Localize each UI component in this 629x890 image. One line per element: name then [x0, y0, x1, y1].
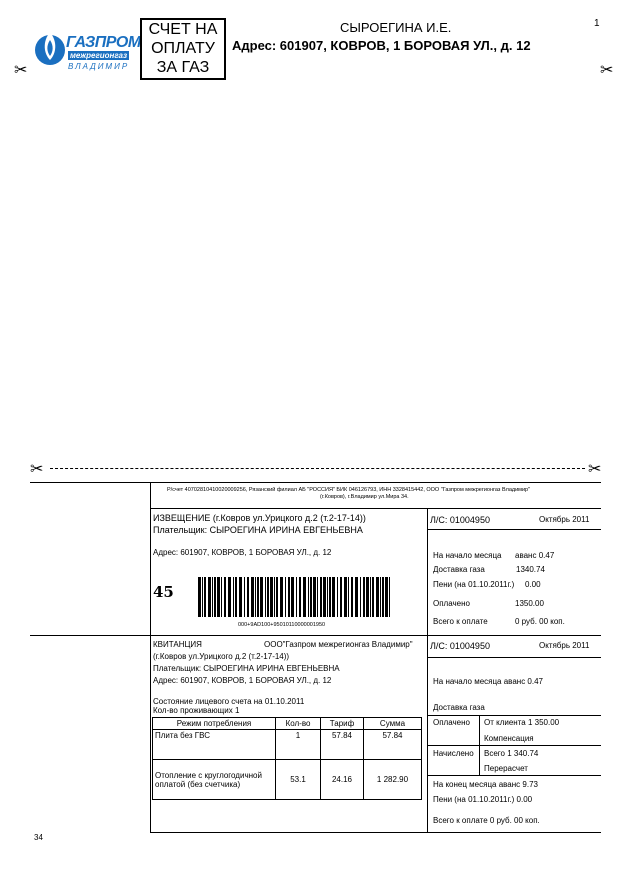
- barcode-bar: [299, 577, 301, 617]
- barcode-bar: [382, 577, 384, 617]
- barcode-bar: [288, 577, 290, 617]
- logo-sub-text: межрегионгаз: [70, 51, 128, 60]
- receipt-charged-total: Всего 1 340.74: [484, 749, 539, 758]
- gazprom-logo: [30, 18, 140, 78]
- barcode-bar: [376, 577, 379, 617]
- bill-title-line: СЧЕТ НА: [148, 21, 218, 38]
- barcode-bar: [270, 577, 273, 617]
- barcode-bar: [235, 577, 237, 617]
- barcode-bar: [310, 577, 312, 617]
- paid-value: 1350.00: [515, 599, 544, 608]
- barcode-bar: [265, 577, 266, 617]
- divider: [427, 657, 601, 658]
- barcode-bar: [317, 577, 318, 617]
- table-cell: Отопление с круглогодичной оплатой (без счетчика): [153, 760, 276, 800]
- scissors-icon: ✂: [14, 62, 28, 79]
- notice-title: ИЗВЕЩЕНИЕ (г.Ковров ул.Урицкого д.2 (т.2-17-14)): [153, 513, 366, 523]
- barcode-bar: [276, 577, 278, 617]
- barcode-bar: [344, 577, 347, 617]
- scissors-icon: ✂: [600, 62, 614, 79]
- notice-payer: Плательщик: СЫРОЕГИНА ИРИНА ЕВГЕНЬЕВНА: [153, 525, 363, 535]
- barcode-bar: [202, 577, 203, 617]
- divider: [150, 508, 601, 509]
- table-row: [153, 730, 422, 760]
- barcode-bar: [233, 577, 234, 617]
- receipt-company: ООО"Газпром межрегионгаз Владимир": [264, 640, 413, 649]
- cut-line: [50, 468, 585, 469]
- barcode-bar: [198, 577, 201, 617]
- barcode-bar: [224, 577, 226, 617]
- barcode-bar: [313, 577, 316, 617]
- gas-delivery-label: Доставка газа: [433, 565, 485, 574]
- table-header: Тариф: [321, 718, 364, 730]
- receipt-start-month: На начало месяца аванс 0.47: [433, 677, 543, 686]
- divider: [150, 482, 151, 832]
- barcode-bar: [251, 577, 254, 617]
- table-cell: 53.1: [276, 760, 321, 800]
- barcode-bar: [320, 577, 322, 617]
- barcode-bar: [360, 577, 361, 617]
- table-row: [153, 760, 422, 800]
- barcode-bar: [244, 577, 245, 617]
- barcode-bar: [228, 577, 231, 617]
- scissors-icon: ✂: [588, 461, 602, 478]
- receipt-period: Октябрь 2011: [539, 641, 590, 650]
- table-header-row: [153, 718, 422, 730]
- table-cell: 1: [276, 730, 321, 760]
- divider: [427, 745, 601, 746]
- table-cell: 57.84: [364, 730, 422, 760]
- receipt-paid-label: Оплачено: [433, 718, 470, 727]
- table-cell: 24.16: [321, 760, 364, 800]
- penalty-value: 0.00: [525, 580, 541, 589]
- barcode-bar: [257, 577, 259, 617]
- barcode-bar: [260, 577, 263, 617]
- barcode-bar: [332, 577, 335, 617]
- barcode-bar: [308, 577, 309, 617]
- barcode-bar: [385, 577, 388, 617]
- barcode-bar: [267, 577, 269, 617]
- barcode-bar: [280, 577, 283, 617]
- barcode-bar: [296, 577, 297, 617]
- customer-address: Адрес: 601907, КОВРОВ, 1 БОРОВАЯ УЛ., д. 12: [232, 38, 531, 53]
- penalty-label: Пени (на 01.10.2011г.): [433, 580, 515, 589]
- receipt-end-month: На конец месяца аванс 9.73: [433, 780, 538, 789]
- receipt-penalty: Пени (на 01.10.2011г.) 0.00: [433, 795, 533, 804]
- page-number: 1: [594, 18, 600, 29]
- gas-delivery-value: 1340.74: [516, 565, 545, 574]
- barcode-bar: [303, 577, 306, 617]
- table-cell: 57.84: [321, 730, 364, 760]
- table-header: Сумма: [364, 718, 422, 730]
- barcode-bar: [389, 577, 390, 617]
- barcode-bar: [366, 577, 369, 617]
- table-cell: Плита без ГВС: [153, 730, 276, 760]
- notice-period: Октябрь 2011: [539, 515, 590, 524]
- footer-number: 34: [34, 833, 43, 842]
- table-header: Режим потребления: [153, 718, 276, 730]
- divider: [30, 635, 601, 636]
- barcode-bar: [355, 577, 358, 617]
- divider: [427, 715, 601, 716]
- receipt-address: Адрес: 601907, КОВРОВ, 1 БОРОВАЯ УЛ., д. 12: [153, 676, 332, 685]
- barcode-bar: [329, 577, 331, 617]
- bill-title-box: [140, 18, 226, 80]
- barcode-bar: [351, 577, 353, 617]
- barcode-bar: [285, 577, 286, 617]
- bill-title-line: ЗА ГАЗ: [156, 59, 210, 76]
- barcode-bar: [214, 577, 216, 617]
- divider: [427, 529, 601, 530]
- consumption-table: [152, 717, 422, 800]
- receipt-gas-delivery: Доставка газа: [433, 703, 485, 712]
- logo-city-text: ВЛАДИМИР: [68, 62, 130, 71]
- receipt-office: (г.Ковров ул.Урицкого д.2 (т.2-17-14)): [153, 652, 290, 661]
- barcode-bar: [212, 577, 213, 617]
- notice-account: Л/С: 01004950: [430, 515, 490, 525]
- receipt-charged-recalc: Перерасчет: [484, 764, 528, 773]
- table-cell: 1 282.90: [364, 760, 422, 800]
- start-month-label: На начало месяца: [433, 551, 502, 560]
- barcode-bar: [340, 577, 342, 617]
- receipt-charged-label: Начислено: [433, 749, 474, 758]
- barcode-bar: [370, 577, 371, 617]
- receipt-paid-compensation: Компенсация: [484, 734, 534, 743]
- barcode-bar: [372, 577, 374, 617]
- start-month-value: аванс 0.47: [515, 551, 555, 560]
- barcode-bar: [291, 577, 294, 617]
- barcode-bar: [348, 577, 349, 617]
- customer-name: СЫРОЕГИНА И.Е.: [340, 20, 452, 35]
- paid-label: Оплачено: [433, 599, 470, 608]
- barcode-bar: [323, 577, 326, 617]
- barcode-bar: [217, 577, 220, 617]
- divider: [427, 508, 428, 832]
- barcode-bar: [204, 577, 206, 617]
- scissors-icon: ✂: [30, 461, 44, 478]
- table-header: Кол-во: [276, 718, 321, 730]
- barcode-text: 000+9AD100+95010110000001950: [238, 622, 326, 628]
- divider: [150, 832, 601, 833]
- barcode: [196, 577, 396, 617]
- total-value: 0 руб. 00 коп.: [515, 617, 565, 626]
- barcode-bar: [255, 577, 256, 617]
- barcode-bar: [337, 577, 338, 617]
- divider: [427, 775, 601, 776]
- receipt-title: КВИТАНЦИЯ: [153, 640, 202, 649]
- barcode-bar: [208, 577, 211, 617]
- residents-count: Кол-во проживающих 1: [153, 706, 240, 715]
- barcode-bar: [380, 577, 381, 617]
- barcode-bar: [327, 577, 328, 617]
- barcode-bar: [247, 577, 249, 617]
- receipt-account: Л/С: 01004950: [430, 641, 490, 651]
- bank-details: Р/счет 40702810410020009256, Рязанский филиал АБ "РОССИЯ" БИК 046126793, ИНН 3328415442, ООО "Газпром межрегионгаз Владимир": [167, 487, 531, 493]
- divider: [30, 482, 601, 483]
- bill-title-line: ОПЛАТУ: [151, 40, 215, 57]
- receipt-payer: Плательщик: СЫРОЕГИНА ИРИНА ЕВГЕНЬЕВНА: [153, 664, 340, 673]
- barcode-bar: [221, 577, 222, 617]
- notice-address: Адрес: 601907, КОВРОВ, 1 БОРОВАЯ УЛ., д. 12: [153, 548, 332, 557]
- barcode-bar: [239, 577, 242, 617]
- receipt-paid-client: От клиента 1 350.00: [484, 718, 560, 727]
- notice-number: 45: [153, 583, 174, 601]
- logo-main-text: ГАЗПРОМ: [66, 34, 141, 51]
- barcode-bar: [274, 577, 275, 617]
- barcode-bar: [363, 577, 365, 617]
- bank-details: (г.Ковров), г.Владимир ул.Мира 34.: [320, 494, 409, 500]
- total-label: Всего к оплате: [433, 617, 488, 626]
- account-state: Состояние лицевого счета на 01.10.2011: [153, 697, 305, 706]
- receipt-total: Всего к оплате 0 руб. 00 коп.: [433, 816, 540, 825]
